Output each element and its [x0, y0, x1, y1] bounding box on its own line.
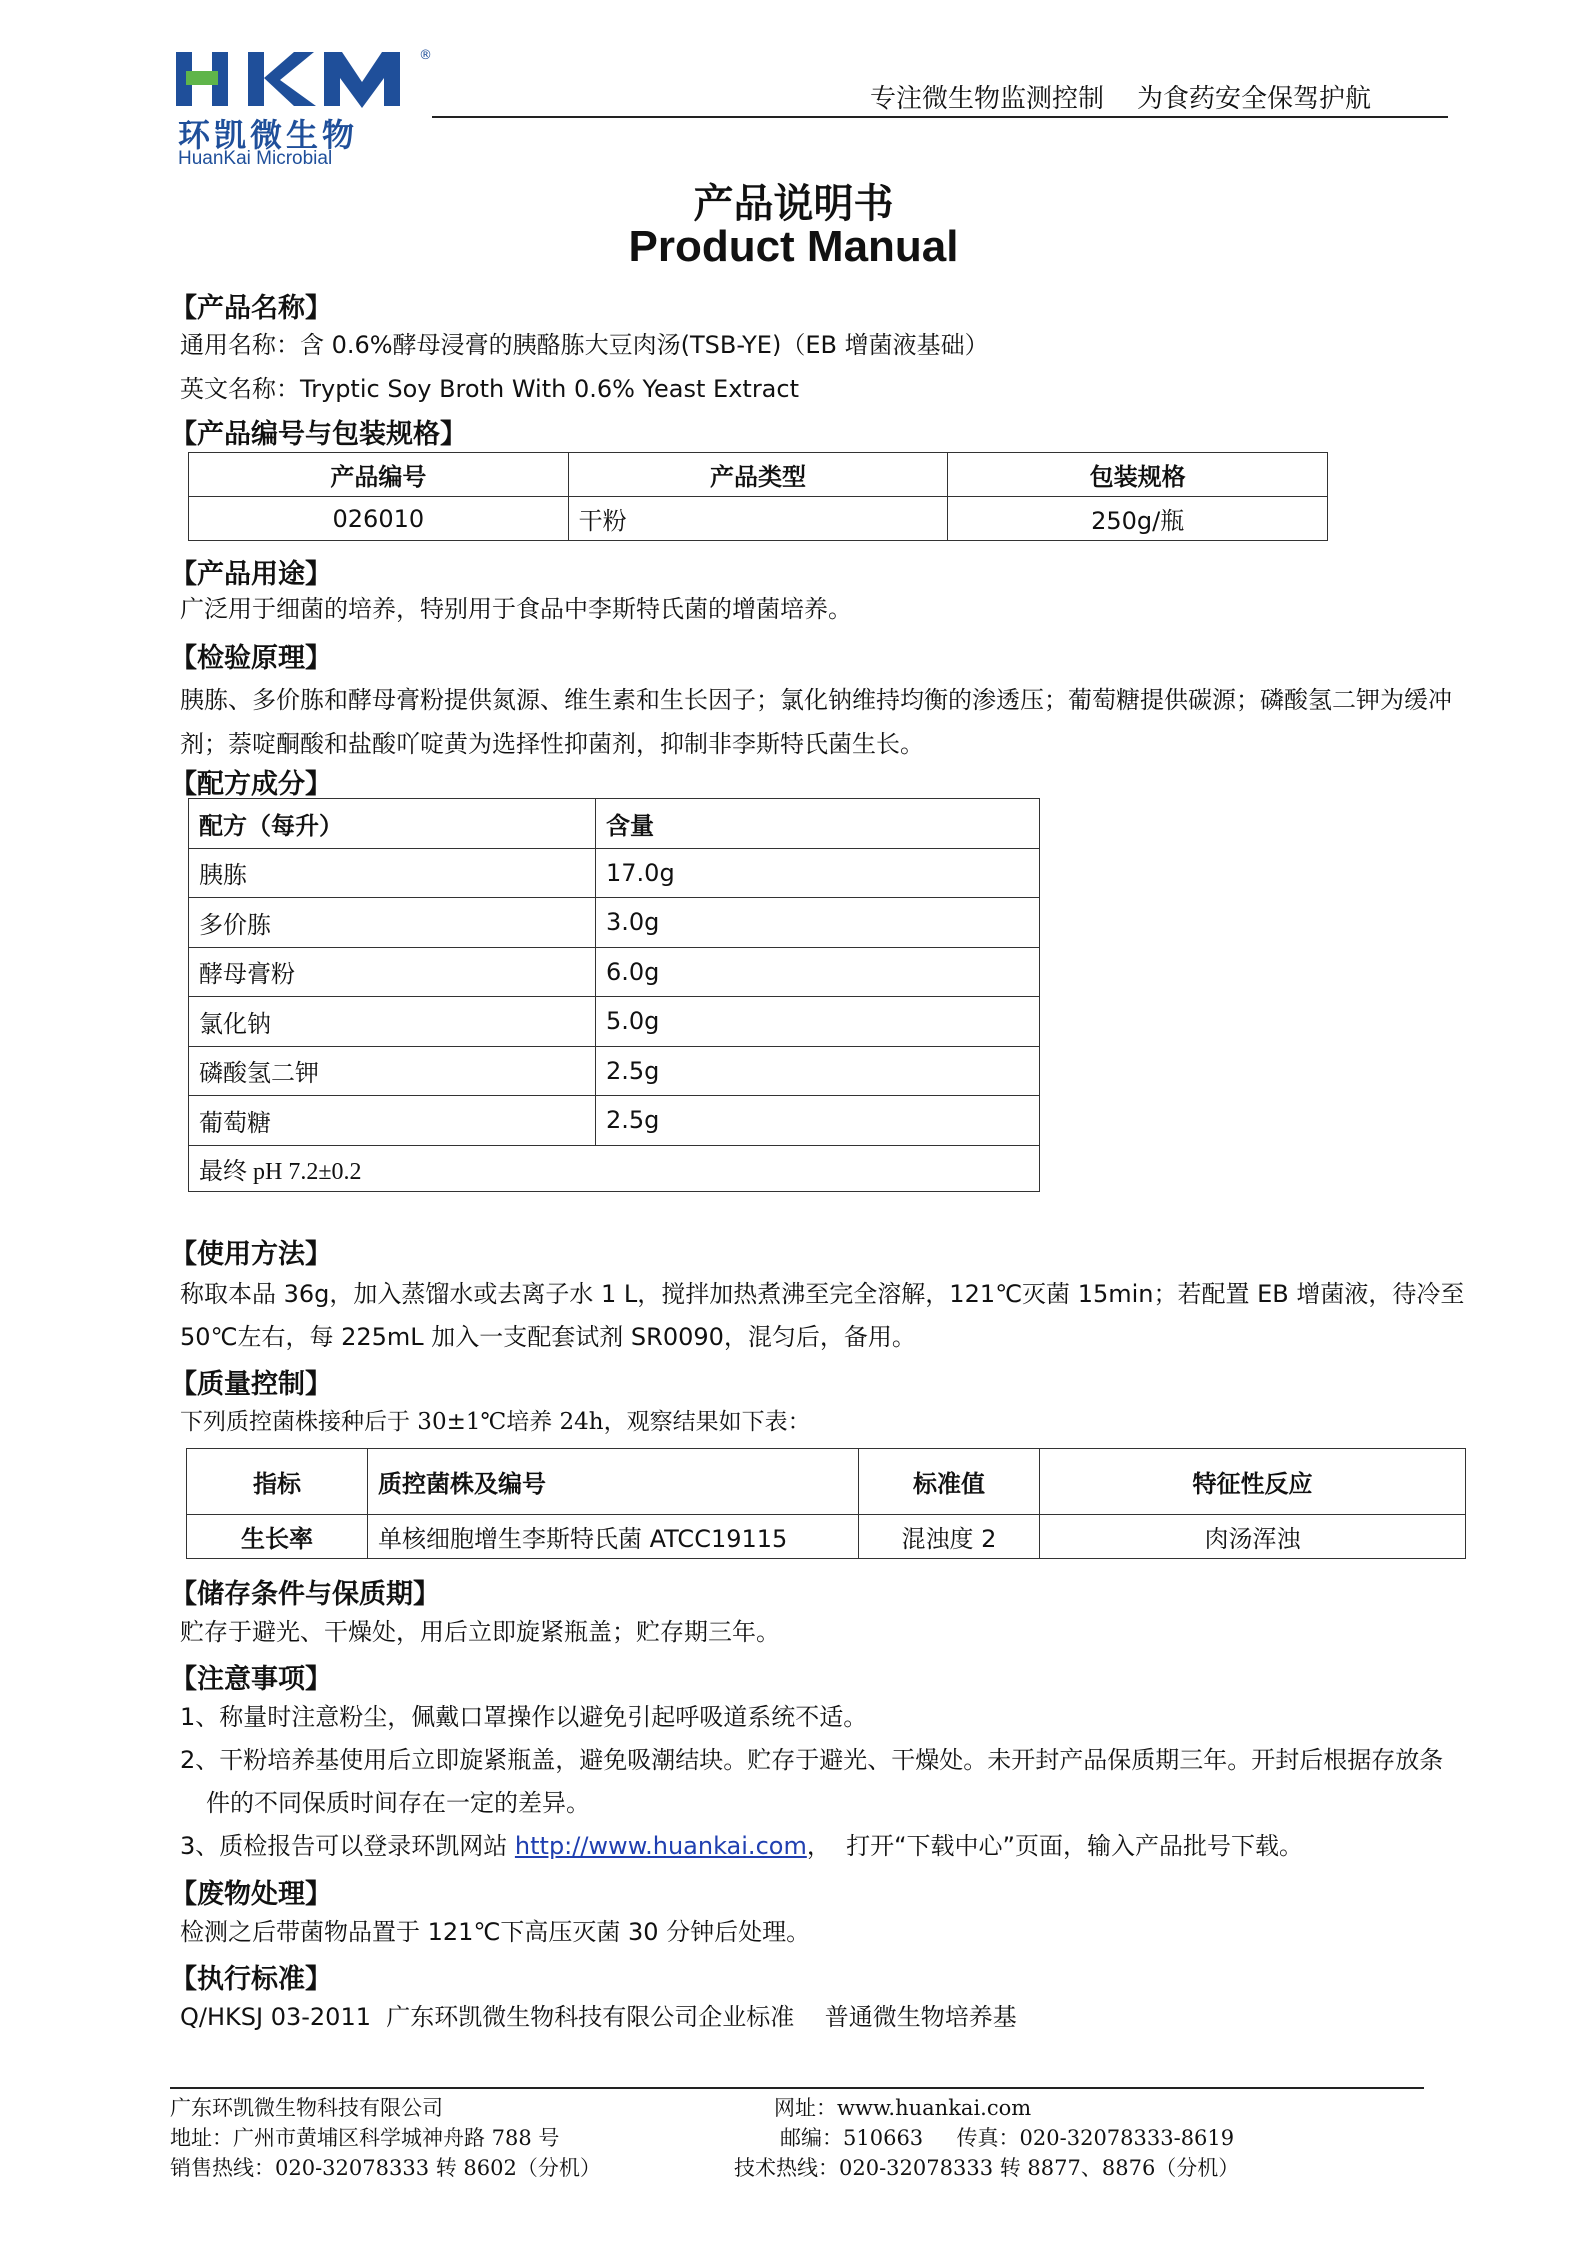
table-row	[189, 947, 1040, 997]
qc-col-index: 指标	[187, 1449, 368, 1515]
section-heading-name: 【产品名称】	[170, 293, 332, 324]
principle-text: 胰胨、多价胨和酵母膏粉提供氮源、维生素和生长因子；氯化钠维持均衡的渗透压；葡萄糖提供碳源；磷酸氢二钾为缓冲剂；萘啶酮酸和盐酸吖啶黄为选择性抑菌剂，抑制非李斯特氏菌生长。	[180, 686, 1452, 758]
section-heading-method: 【使用方法】	[170, 1239, 332, 1270]
section-heading-usage: 【产品用途】	[170, 559, 332, 590]
company-logo	[176, 48, 436, 168]
section-heading-storage: 【储存条件与保质期】	[170, 1579, 440, 1610]
ingredient-amount: 2.5g	[596, 1096, 1040, 1146]
registered-mark: ®	[419, 48, 432, 63]
method-line-2: 50℃左右，每 225mL 加入一支配套试剂 SR0090，混匀后，备用。	[180, 1323, 916, 1351]
website-link[interactable]: http://www.huankai.com	[514, 1832, 807, 1860]
ingredient-name: 氯化钠	[189, 997, 596, 1047]
disposal-text: 检测之后带菌物品置于 121℃下高压灭菌 30 分钟后处理。	[180, 1918, 811, 1946]
footer-sales-hotline: 销售热线：020-32078333 转 8602（分机）	[170, 2156, 601, 2180]
footer-address: 地址：广州市黄埔区科学城神舟路 788 号	[170, 2126, 560, 2150]
spec-code: 026010	[189, 497, 569, 541]
section-heading-standard: 【执行标准】	[170, 1964, 332, 1995]
spec-col-code: 产品编号	[189, 453, 569, 497]
generic-name: 通用名称：含 0.6%酵母浸膏的胰酪胨大豆肉汤(TSB-YE)（EB 增菌液基础）	[180, 331, 989, 359]
table-header-row	[187, 1449, 1466, 1515]
qc-index: 生长率	[187, 1515, 368, 1559]
formula-col-ingredient: 配方（每升）	[189, 799, 596, 849]
ingredient-amount: 2.5g	[596, 1046, 1040, 1096]
table-header-row	[189, 799, 1040, 849]
header-divider	[432, 116, 1448, 118]
section-heading-formula: 【配方成分】	[170, 769, 332, 800]
spec-col-package: 包装规格	[948, 453, 1328, 497]
usage-text: 广泛用于细菌的培养，特别用于食品中李斯特氏菌的增菌培养。	[180, 595, 852, 623]
qc-table	[186, 1448, 1466, 1559]
qc-reaction: 肉汤浑浊	[1040, 1515, 1466, 1559]
ingredient-amount: 17.0g	[596, 848, 1040, 898]
ingredient-name: 胰胨	[189, 848, 596, 898]
footer-postcode-fax: 邮编：510663 传真：020-32078333-8619	[780, 2126, 1235, 2150]
spec-table	[188, 452, 1328, 541]
ingredient-name: 葡萄糖	[189, 1096, 596, 1146]
page-title-chinese: 产品说明书	[693, 181, 894, 227]
spec-package: 250g/瓶	[948, 497, 1328, 541]
footer-website[interactable]: 网址：www.huankai.com	[774, 2096, 1032, 2120]
ingredient-amount: 5.0g	[596, 997, 1040, 1047]
qc-col-reaction: 特征性反应	[1040, 1449, 1466, 1515]
ingredient-name: 酵母膏粉	[189, 947, 596, 997]
ingredient-amount: 6.0g	[596, 947, 1040, 997]
header-slogan: 专注微生物监测控制 为食药安全保驾护航	[870, 84, 1372, 114]
note-item-3	[180, 1829, 1303, 1863]
table-row	[187, 1515, 1466, 1559]
note-item-3-text: 3、质检报告可以登录环凯网站	[180, 1832, 515, 1860]
section-heading-principle: 【检验原理】	[170, 643, 332, 674]
footer-tech-hotline: 技术热线：020-32078333 转 8877、8876（分机）	[734, 2156, 1240, 2180]
section-heading-disposal: 【废物处理】	[170, 1879, 332, 1910]
note-item-2-cont: 件的不同保质时间存在一定的差异。	[206, 1789, 590, 1817]
spec-type: 干粉	[568, 497, 948, 541]
spec-col-type: 产品类型	[568, 453, 948, 497]
table-row	[189, 1046, 1040, 1096]
qc-col-strain: 质控菌株及编号	[368, 1449, 859, 1515]
hkm-logo-mark	[176, 48, 416, 110]
note-item-2: 2、干粉培养基使用后立即旋紧瓶盖，避免吸潮结块。贮存于避光、干燥处。未开封产品保质期三年。开封后根据存放条	[180, 1746, 1444, 1774]
section-heading-spec: 【产品编号与包装规格】	[170, 419, 467, 450]
ingredient-name: 磷酸氢二钾	[189, 1046, 596, 1096]
formula-table	[188, 798, 1040, 1192]
english-name: 英文名称：Tryptic Soy Broth With 0.6% Yeast Extract	[180, 375, 799, 403]
table-row-ph	[189, 1145, 1040, 1191]
ingredient-name: 多价胨	[189, 898, 596, 948]
standard-text: Q/HKSJ 03-2011 广东环凯微生物科技有限公司企业标准 普通微生物培养基	[180, 2003, 1017, 2031]
page-title-english: Product Manual	[628, 222, 959, 271]
table-row	[189, 848, 1040, 898]
section-heading-notes: 【注意事项】	[170, 1664, 332, 1695]
method-line-1: 称取本品 36g，加入蒸馏水或去离子水 1 L，搅拌加热煮沸至完全溶解，121℃灭菌 15min；若配置 EB 增菌液，待冷至	[180, 1280, 1465, 1308]
ingredient-amount: 3.0g	[596, 898, 1040, 948]
qc-col-standard: 标准值	[859, 1449, 1040, 1515]
footer-divider	[170, 2087, 1424, 2089]
storage-text: 贮存于避光、干燥处，用后立即旋紧瓶盖；贮存期三年。	[180, 1618, 780, 1646]
logo-english-name: HuanKai Microbial	[178, 148, 333, 169]
note-item-1: 1、称量时注意粉尘，佩戴口罩操作以避免引起呼吸道系统不适。	[180, 1703, 868, 1731]
note-item-3-tail: ， 打开“下载中心”页面，输入产品批号下载。	[806, 1832, 1303, 1860]
table-row	[189, 898, 1040, 948]
table-row	[189, 997, 1040, 1047]
table-row	[189, 497, 1328, 541]
final-ph: 最终 pH 7.2±0.2	[189, 1145, 1040, 1191]
table-row	[189, 1096, 1040, 1146]
formula-col-amount: 含量	[596, 799, 1040, 849]
footer-company: 广东环凯微生物科技有限公司	[170, 2096, 443, 2120]
table-header-row	[189, 453, 1328, 497]
logo-chinese-name: 环凯微生物	[178, 116, 359, 154]
section-heading-qc: 【质量控制】	[170, 1369, 332, 1400]
qc-standard: 混浊度 2	[859, 1515, 1040, 1559]
qc-intro: 下列质控菌株接种后于 30±1℃培养 24h，观察结果如下表：	[180, 1409, 811, 1435]
qc-strain: 单核细胞增生李斯特氏菌 ATCC19115	[368, 1515, 859, 1559]
